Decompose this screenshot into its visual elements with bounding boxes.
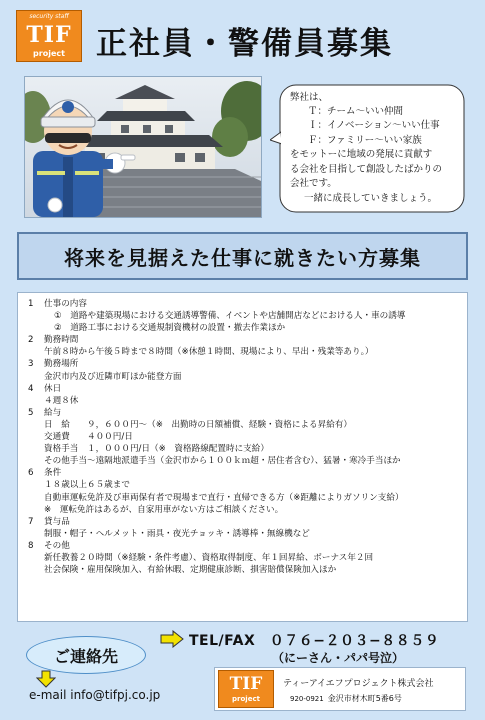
postal-code: 920-0921	[290, 695, 324, 703]
info-section-detail	[28, 504, 467, 516]
info-text: １８歳以上６５歳まで	[44, 480, 130, 491]
bubble-line: Ｆ：ファミリー〜いい家族	[308, 135, 422, 146]
info-text: 仕事の内容	[44, 299, 87, 309]
phone-fax-number[interactable]: TEL/FAX ０７６−２０３−８８５９	[189, 633, 440, 649]
phone-mnemonic: （にーさん・パパ号泣）	[272, 651, 405, 665]
page-title: 正社員・警備員募集	[96, 26, 393, 62]
info-section-detail	[28, 346, 467, 358]
info-section-heading	[28, 298, 467, 310]
right-arrow-icon	[160, 630, 184, 652]
info-section-heading	[28, 540, 467, 552]
info-section-heading	[28, 334, 467, 346]
bubble-line: る会社を目指して創設したばかりの	[290, 164, 443, 175]
info-section-detail	[28, 310, 467, 322]
info-section-heading	[28, 467, 467, 479]
info-section-number: 7	[28, 516, 34, 527]
company-logo	[16, 10, 82, 62]
info-text: 社会保険・雇用保険加入、有給休暇、定期健康診断、損害賠償保険加入ほか	[44, 565, 337, 576]
info-section-detail	[28, 395, 467, 407]
info-text: 日 給 ９，６００円〜（※ 出勤時の日額補償、経験・資格による昇給有）	[44, 419, 352, 430]
info-text: ① 道路や建築現場における交通誘導警備、イベントや店舗開店などにおける人・車の誘導	[54, 311, 406, 322]
job-details-box	[17, 292, 468, 622]
info-text: その他	[44, 540, 70, 551]
contact-label-oval	[26, 636, 146, 674]
info-text: 給与	[44, 407, 62, 418]
bubble-line: 会社です。	[290, 178, 337, 189]
info-section-detail	[28, 479, 467, 491]
info-text: 午前８時から午後５時まで８時間（※休憩１時間、現場により、早出・残業等あり。）	[44, 347, 374, 358]
info-text: ※ 運転免許はあるが、自家用車がない方はご相談ください。	[44, 504, 284, 515]
email-address[interactable]: e-mail info@tifpj.co.jp	[29, 688, 161, 702]
logo-subtext: project	[33, 49, 65, 58]
castle-guard-photo	[24, 76, 262, 218]
info-text: 条件	[44, 468, 62, 479]
contact-label: ご連絡先	[53, 646, 118, 666]
bubble-line: をモットーに地域の発展に貢献す	[290, 149, 433, 160]
info-section-detail	[28, 455, 467, 467]
bubble-line: Ｉ：イノベーション〜いい仕事	[308, 120, 440, 131]
company-card-logo-subtext: project	[232, 695, 260, 703]
info-text: 貸与品	[44, 516, 70, 527]
info-text: ② 道路工事における交通規制資機材の設置・撤去作業ほか	[54, 323, 286, 334]
castle-illustration	[25, 77, 261, 217]
company-card	[214, 667, 466, 711]
info-text: 制服・帽子・ヘルメット・雨具・夜光チョッキ・誘導棒・無線機など	[44, 528, 310, 539]
logo-tagline: security staff	[29, 13, 69, 20]
info-text: 勤務場所	[44, 359, 79, 370]
info-section-number: 5	[28, 407, 34, 418]
recruitment-banner	[17, 232, 468, 280]
info-text: 勤務時間	[44, 335, 79, 346]
info-section-number: 8	[28, 540, 34, 551]
info-text: その他手当〜遠隔地派遣手当（金沢市から１００ｋｍ超・居住者含む）、猛暑・寒冷手当ほか	[44, 456, 401, 467]
info-section-number: 4	[28, 383, 34, 394]
info-text: 自動車運転免許及び車両保有者で現場まで直行・直帰できる方（※距離によりガソリン支給）	[44, 492, 404, 503]
info-section-heading	[28, 358, 467, 370]
info-section-detail	[28, 552, 467, 564]
info-section-detail	[28, 564, 467, 576]
info-section-detail	[28, 371, 467, 383]
info-section-heading	[28, 516, 467, 528]
bubble-line: Ｔ：チーム〜いい仲間	[308, 106, 404, 117]
info-text: 新任教養２０時間（※経験・条件考慮）、資格取得制度、年１回昇給、ボーナス年２回	[44, 552, 374, 563]
info-section-detail	[28, 492, 467, 504]
info-section-number: 3	[28, 359, 34, 370]
info-text: ４週８休	[44, 395, 79, 406]
info-section-heading	[28, 407, 467, 419]
info-text: 休日	[44, 383, 62, 394]
info-section-number: 1	[28, 299, 34, 309]
bubble-line: 一緒に成長していきましょう。	[304, 193, 438, 204]
info-section-detail	[28, 322, 467, 334]
info-text: 交通費 ４００円/日	[44, 432, 133, 443]
company-name: ティーアイエフプロジェクト株式会社	[283, 679, 434, 689]
street-address: 金沢市材木町5番6号	[327, 694, 402, 703]
company-message-bubble	[270, 84, 466, 214]
info-text: 金沢市内及び近隣市町ほか能登方面	[44, 371, 182, 382]
info-section-heading	[28, 383, 467, 395]
info-section-detail	[28, 528, 467, 540]
banner-text: 将来を見据えた仕事に就きたい方募集	[64, 245, 421, 270]
info-section-number: 6	[28, 468, 34, 479]
company-address	[290, 693, 402, 704]
info-text: 資格手当 １，０００円/日（※ 資格路線配置時に支給）	[44, 444, 269, 455]
info-section-detail	[28, 431, 467, 443]
company-card-logo	[218, 670, 274, 708]
info-section-number: 2	[28, 335, 34, 346]
info-section-detail	[28, 419, 467, 431]
company-card-logo-wordmark: TIF	[229, 674, 263, 694]
logo-wordmark: TIF	[26, 22, 72, 48]
bubble-line: 弊社は、	[290, 92, 329, 103]
info-section-detail	[28, 443, 467, 455]
